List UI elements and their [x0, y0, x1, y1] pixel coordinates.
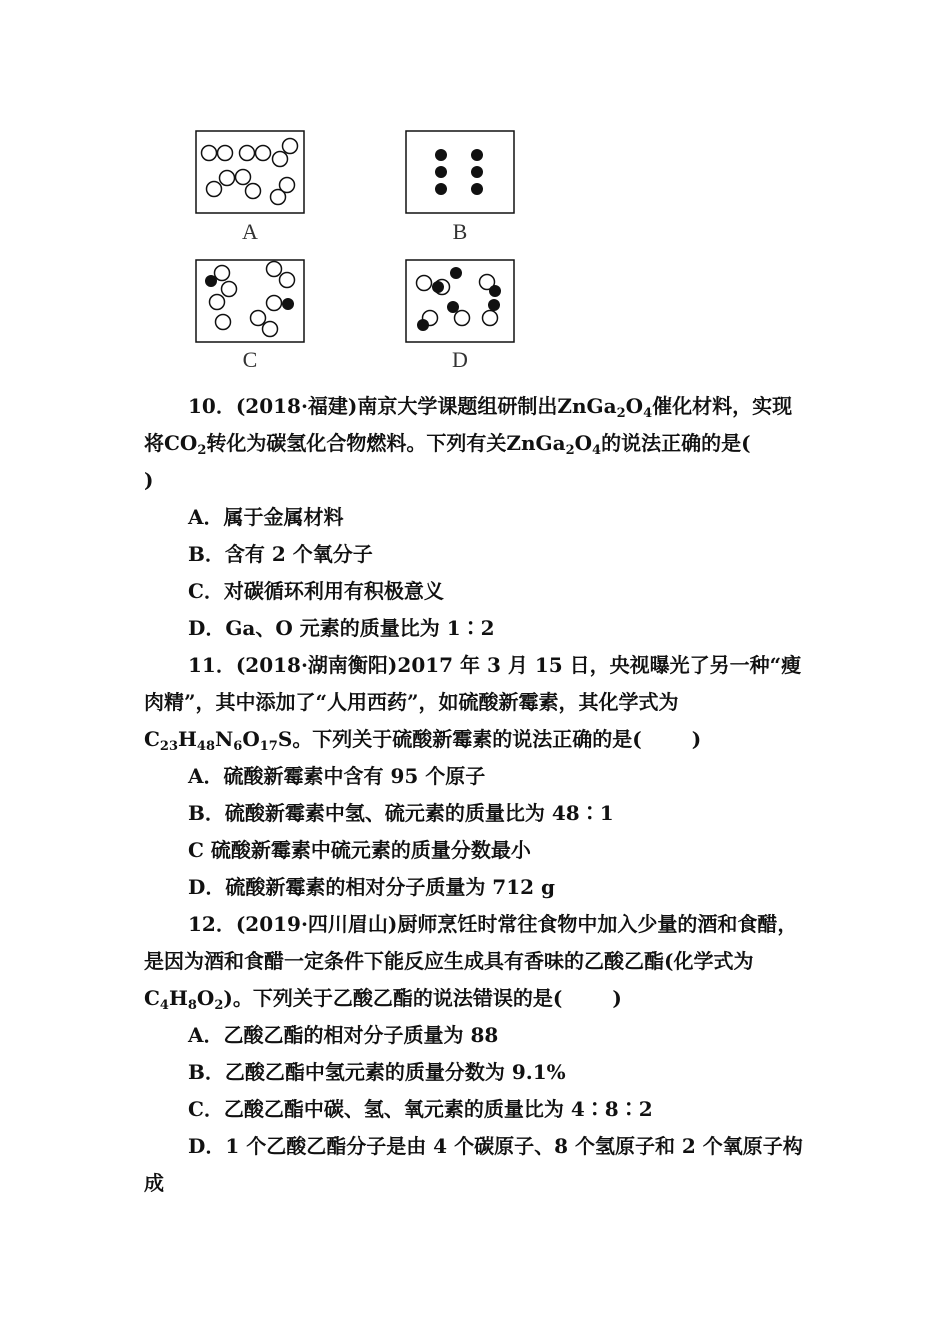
label-b: B — [452, 219, 468, 244]
q11-option-d: D．硫酸新霉素的相对分子质量为 712 g — [188, 875, 556, 899]
q12-option-b: B．乙酸乙酯中氢元素的质量分数为 9.1% — [188, 1060, 566, 1084]
particle-diagram — [190, 125, 530, 375]
box-a — [196, 131, 304, 213]
q12-option-c: C．乙酸乙酯中碳、氢、氧元素的质量比为 4∶8∶2 — [188, 1097, 653, 1121]
label-a: A — [242, 219, 258, 244]
q12-stem: 12．(2019·四川眉山)厨师烹饪时常往食物中加入少量的酒和食醋，是因为酒和食醋一定条件下能反应生成具有香味的乙酸乙酯(化学式为$C_4H_8O_2$)。下列关于乙酸乙酯的说法错误的是( ) — [144, 912, 798, 1013]
label-c: C — [242, 347, 258, 372]
q12-option-d: D．1 个乙酸乙酯分子是由 4 个碳原子、8 个氢原子和 2 个氧原子构成 — [144, 1134, 803, 1195]
question-text — [144, 388, 809, 1202]
q11-option-a: A．硫酸新霉素中含有 95 个原子 — [188, 764, 486, 788]
q11-option-b: B．硫酸新霉素中氢、硫元素的质量比为 48∶1 — [188, 801, 614, 825]
q10-stem: 10．(2018·福建)南京大学课题组研制出$ZnGa_2O_4$催化材料，实现将$CO_2$转化为碳氢化合物燃料。下列有关$ZnGa_2O_4$的说法正确的是() — [144, 394, 793, 492]
q11-stem: 11．(2018·湖南衡阳)2017 年 3 月 15 日，央视曝光了另一种“瘦肉精”，其中添加了“人用西药”，如硫酸新霉素，其化学式为$C_{23}H_{48}N_6O_{17}S$。下列关于硫酸新霉素的说法正确的是( ) — [144, 653, 802, 754]
box-b — [406, 131, 514, 213]
q10-option-a: A．属于金属材料 — [188, 505, 344, 529]
q10-option-d: D．Ga、O 元素的质量比为 1∶2 — [188, 616, 495, 640]
q10-option-c: C．对碳循环利用有积极意义 — [188, 579, 444, 603]
q10-option-b: B．含有 2 个氧分子 — [188, 542, 373, 566]
label-d: D — [452, 347, 468, 372]
q11-option-c: C 硫酸新霉素中硫元素的质量分数最小 — [188, 838, 531, 862]
q12-option-a: A．乙酸乙酯的相对分子质量为 88 — [188, 1023, 499, 1047]
